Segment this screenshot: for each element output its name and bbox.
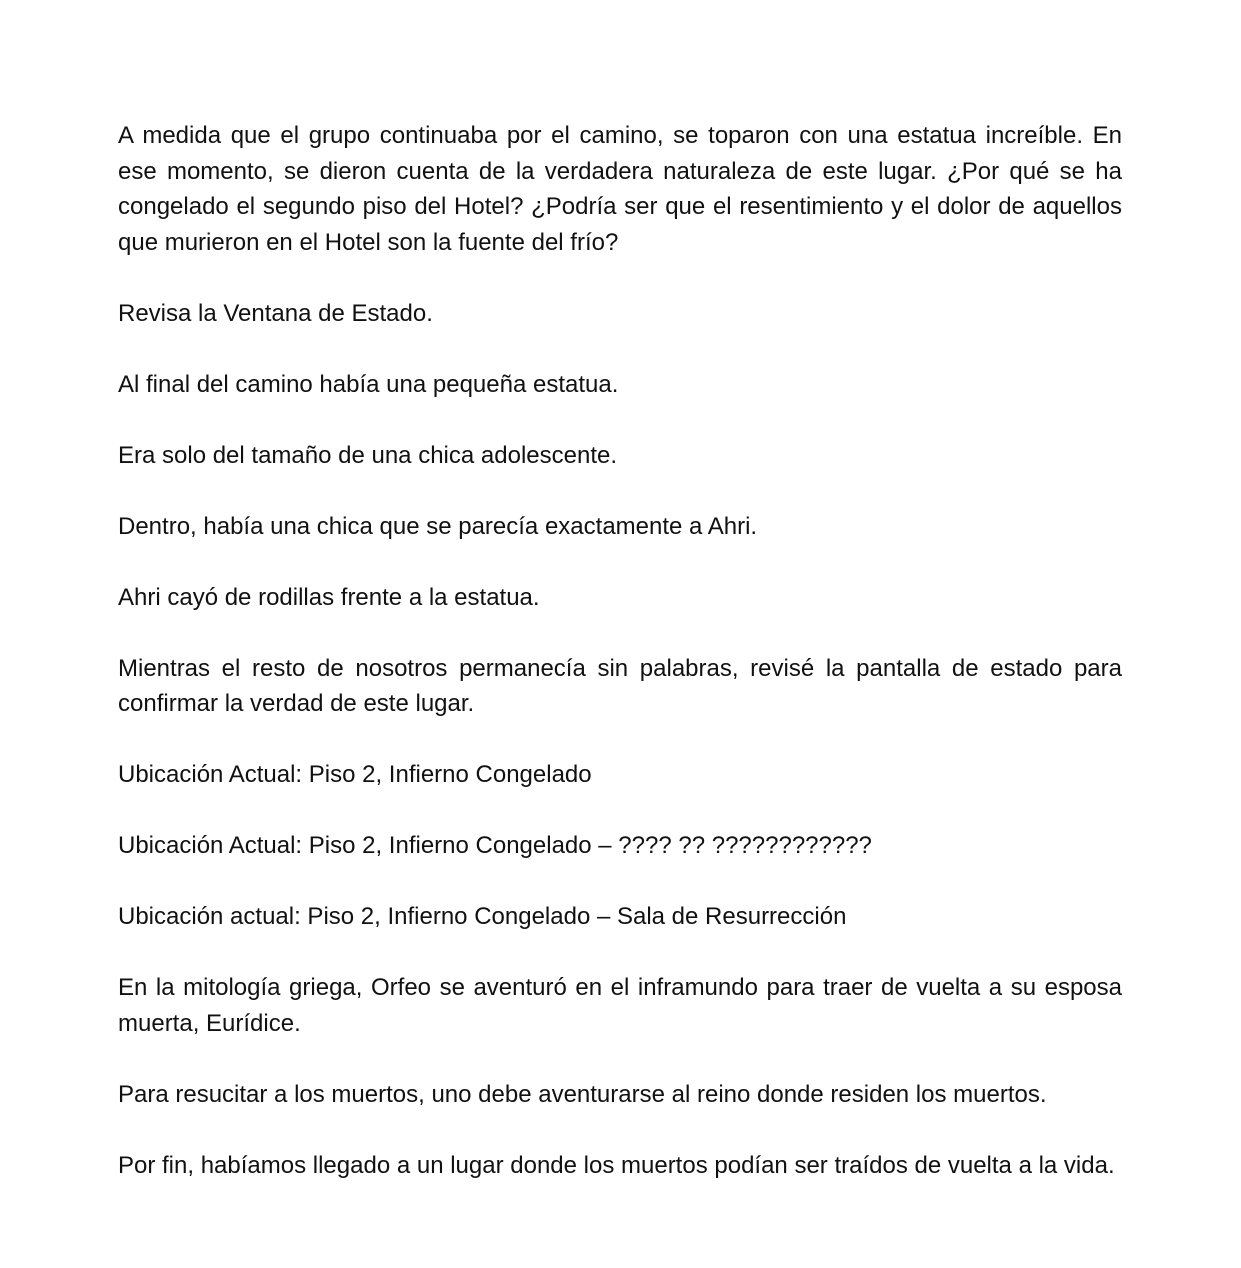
document-page [118, 118, 1122, 1183]
paragraph-status-window: Revisa la Ventana de Estado. [118, 299, 433, 327]
paragraph-small-statue: Al final del camino había una pequeña estatua. [118, 370, 619, 398]
paragraph-girl-inside: Dentro, había una chica que se parecía exactamente a Ahri. [118, 512, 758, 540]
paragraph-statue-size: Era solo del tamaño de una chica adolescente. [118, 441, 617, 469]
paragraph-resurrect-dead: Para resucitar a los muertos, uno debe aventurarse al reino donde residen los muertos. [118, 1080, 1047, 1108]
paragraph-arrived: Por fin, habíamos llegado a un lugar donde los muertos podían ser traídos de vuelta a la vida. [118, 1151, 1115, 1179]
paragraph-check-status: Mientras el resto de nosotros permanecía sin palabras, revisé la pantalla de estado para confirmar la verdad de este lugar. [118, 654, 1122, 717]
paragraph-ahri-kneels: Ahri cayó de rodillas frente a la estatua. [118, 583, 540, 611]
paragraph-statue-discovery: A medida que el grupo continuaba por el camino, se toparon con una estatua increíble. En ese momento, se dieron cuenta de la verdadera naturaleza de este lugar. ¿Por qué se ha congelado el segundo piso del Hotel? ¿Podría ser que el resentimiento y el dolor de aquellos que murieron en el Hotel son la fuente del frío? [118, 122, 1122, 256]
paragraph-location-1: Ubicación Actual: Piso 2, Infierno Congelado [118, 761, 592, 788]
paragraph-location-2: Ubicación Actual: Piso 2, Infierno Congelado – ???? ?? ???????????? [118, 832, 872, 859]
paragraph-orpheus: En la mitología griega, Orfeo se aventuró en el inframundo para traer de vuelta a su esposa muerta, Eurídice. [118, 974, 1122, 1037]
paragraph-location-3: Ubicación actual: Piso 2, Infierno Congelado – Sala de Resurrección [118, 903, 847, 930]
